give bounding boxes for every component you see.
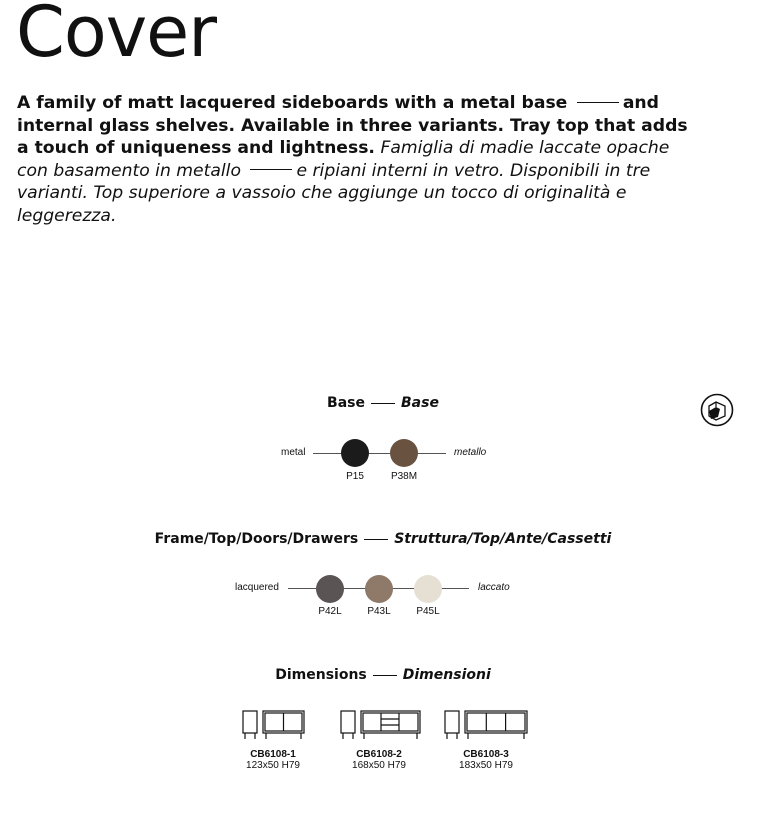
base-left-label: metal xyxy=(281,447,306,458)
title-separator xyxy=(373,675,397,676)
frame-swatch-row xyxy=(0,572,766,617)
base-title-it: Base xyxy=(401,395,439,411)
sideboard-2-drawing xyxy=(340,709,422,741)
dash-divider xyxy=(577,102,619,103)
swatch-code: P38M xyxy=(390,471,418,482)
title-separator xyxy=(364,539,388,540)
description-it-part1: Famiglia di madie laccate opache con basamento in metallo xyxy=(17,138,670,181)
frame-title-en: Frame/Top/Doors/Drawers xyxy=(154,531,359,547)
base-swatch-line xyxy=(313,453,446,454)
dimension-size: 123x50 H79 xyxy=(246,760,300,771)
dimension-code: CB6108-3 xyxy=(463,749,509,760)
dimension-code: CB6108-2 xyxy=(356,749,402,760)
dimensions-section-title xyxy=(0,667,766,683)
swatch-code: P15 xyxy=(346,471,364,482)
frame-left-label: lacquered xyxy=(235,582,279,593)
swatch-code: P45L xyxy=(416,606,440,617)
page-title: Cover xyxy=(16,0,216,73)
swatch-p42l[interactable] xyxy=(316,575,344,603)
swatch-code: P43L xyxy=(367,606,391,617)
swatch-p45l[interactable] xyxy=(414,575,442,603)
frame-title-it: Struttura/Top/Ante/Cassetti xyxy=(394,531,612,547)
swatch-p43l[interactable] xyxy=(365,575,393,603)
dash-divider xyxy=(250,169,292,170)
base-section-title xyxy=(0,395,766,411)
dimensions-title-en: Dimensions xyxy=(275,667,367,683)
swatch-p15[interactable] xyxy=(341,439,369,467)
base-swatch-row xyxy=(0,437,766,482)
swatch-p38m[interactable] xyxy=(390,439,418,467)
base-title-en: Base xyxy=(327,395,365,411)
sideboard-1-drawing xyxy=(242,709,306,741)
dimension-size: 168x50 H79 xyxy=(352,760,406,771)
dimensions-title-it: Dimensioni xyxy=(402,667,491,683)
description-it-part2: e ripiani interni in vetro. Disponibili in tre varianti. Top superiore a vassoio che aggiunge un tocco di originalità e leggerezza. xyxy=(17,160,651,226)
title-separator xyxy=(371,403,395,404)
product-description xyxy=(17,92,697,227)
description-en-part2: and internal glass shelves. Available in three variants. Tray top that adds a touch of uniqueness and lightness. xyxy=(17,93,688,158)
sideboard-3-drawing xyxy=(444,709,530,741)
dimension-size: 183x50 H79 xyxy=(459,760,513,771)
frame-section-title xyxy=(0,531,766,547)
base-right-label: metallo xyxy=(454,447,487,458)
description-en-part1: A family of matt lacquered sideboards with a metal base xyxy=(17,93,568,113)
swatch-code: P42L xyxy=(318,606,342,617)
dimension-code: CB6108-1 xyxy=(250,749,296,760)
frame-right-label: laccato xyxy=(478,582,510,593)
